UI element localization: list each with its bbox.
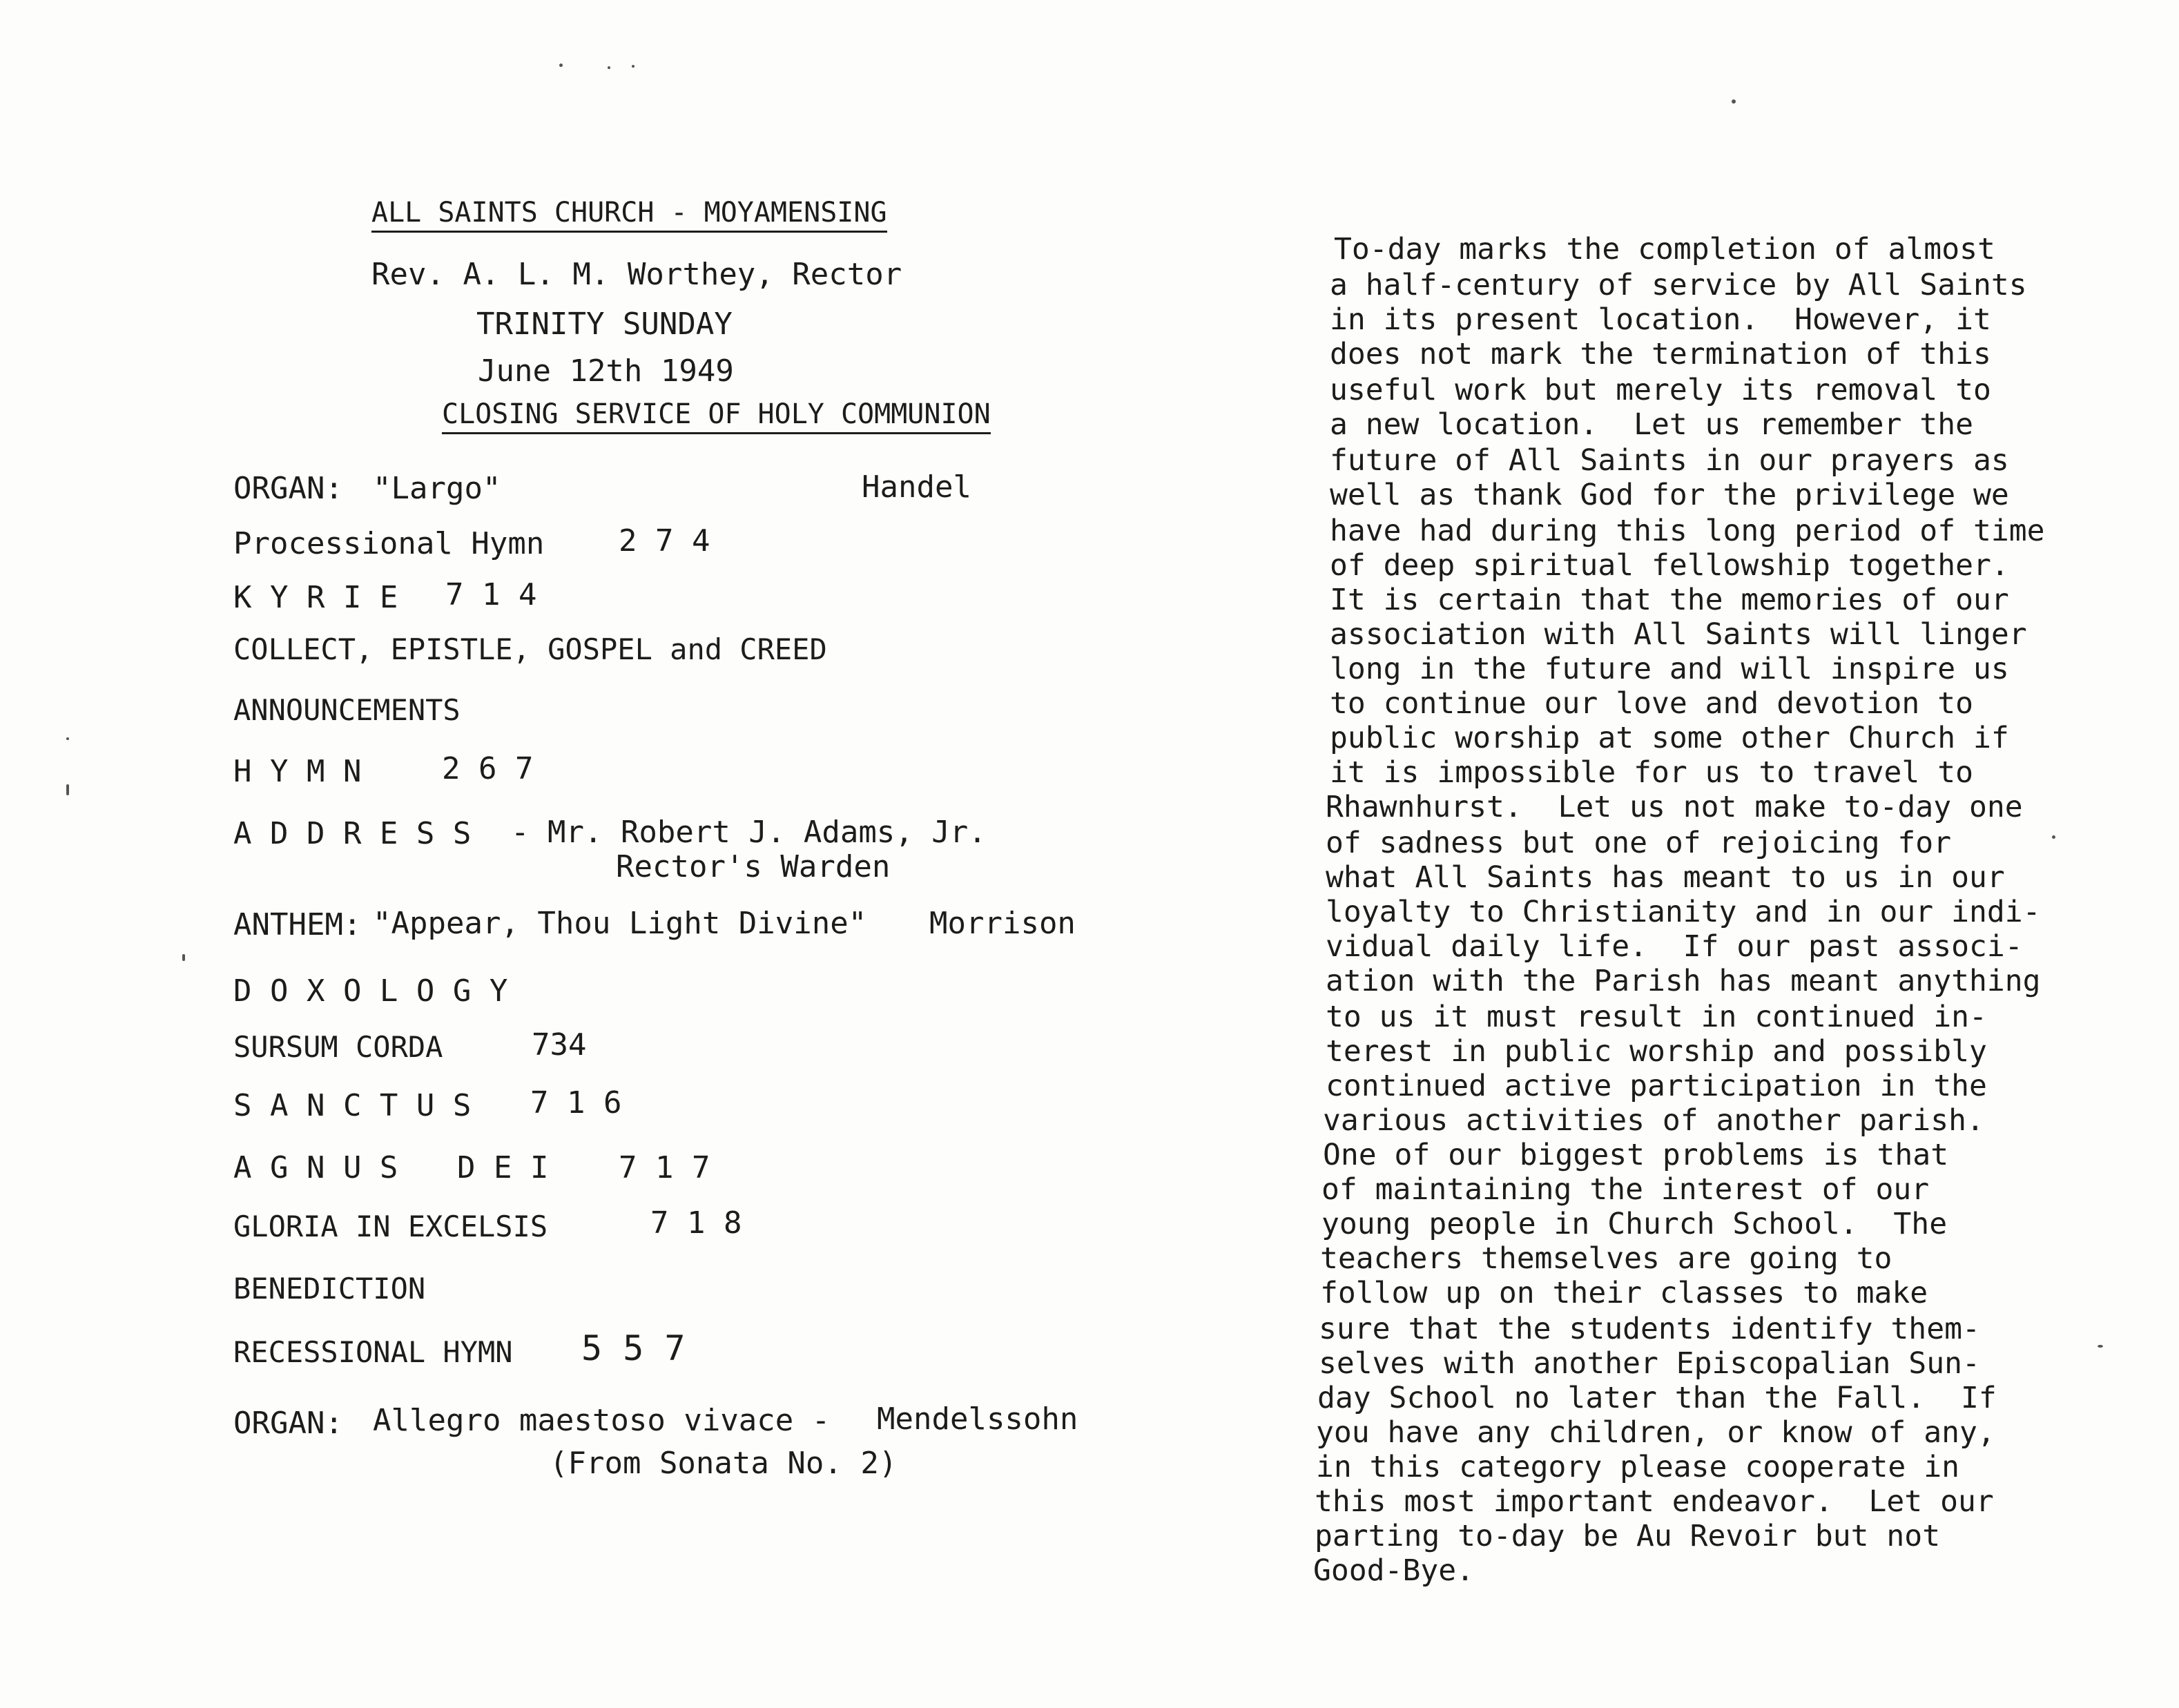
item-sanctus-number: 7 1 6 (530, 1085, 622, 1120)
item-address-subtext: Rector's Warden (616, 849, 891, 884)
message-line: selves with another Episcopalian Sun- (1319, 1346, 1980, 1381)
item-postlude-subtext: (From Sonata No. 2) (550, 1446, 898, 1481)
item-sanctus-label: S A N C T U S (233, 1088, 472, 1123)
item-gloria-label: GLORIA IN EXCELSIS (233, 1210, 548, 1243)
message-line: a new location. Let us remember the (1330, 407, 1973, 442)
item-recessional-number: 5 5 7 (581, 1328, 686, 1368)
item-organ-text: "Largo" (373, 471, 501, 506)
item-anthem-label: ANTHEM: (233, 907, 362, 942)
item-postlude-text: Allegro maestoso vivace - (373, 1403, 831, 1438)
message-line: day School no later than the Fall. If (1317, 1381, 1997, 1415)
item-hymn-number: 2 6 7 (442, 751, 534, 786)
service-title: CLOSING SERVICE OF HOLY COMMUNION (442, 400, 991, 434)
message-line: Rhawnhurst. Let us not make to-day one (1326, 790, 2023, 824)
message-line: vidual daily life. If our past associ- (1326, 929, 2023, 964)
item-postlude-composer: Mendelssohn (877, 1401, 1078, 1437)
message-line: terest in public worship and possibly (1326, 1034, 1987, 1069)
item-dei-label: D E I (457, 1150, 549, 1185)
scan-speck (182, 954, 185, 961)
item-address-label: A D D R E S S (233, 816, 472, 851)
item-processional-label: Processional Hymn (233, 526, 545, 561)
message-line: useful work but merely its removal to (1330, 373, 1991, 407)
message-line: this most important endeavor. Let our (1315, 1484, 1994, 1519)
scan-speck (66, 784, 69, 795)
item-anthem-composer: Morrison (929, 906, 1076, 941)
message-line: in its present location. However, it (1330, 302, 1991, 337)
scan-speck (66, 737, 69, 740)
message-line: of sadness but one of rejoicing for (1326, 826, 1952, 860)
message-line: have had during this long period of time (1330, 514, 2045, 548)
item-benediction-label: BENEDICTION (233, 1272, 426, 1306)
item-processional-number: 2 7 4 (619, 523, 710, 559)
item-organ-label: ORGAN: (233, 471, 343, 506)
message-line: parting to-day be Au Revoir but not (1315, 1519, 1941, 1553)
scan-speck (608, 66, 610, 69)
message-line: you have any children, or know of any, (1316, 1415, 1995, 1450)
scan-speck (632, 65, 635, 68)
message-line: of maintaining the interest of our (1321, 1172, 1930, 1207)
message-line: public worship at some other Church if (1330, 721, 2009, 755)
message-line: teachers themselves are going to (1320, 1241, 1892, 1276)
item-anthem-text: "Appear, Thou Light Divine" (373, 906, 867, 941)
message-line: association with All Saints will linger (1330, 617, 2027, 652)
message-line: well as thank God for the privilege we (1330, 478, 2009, 512)
item-postlude-label: ORGAN: (233, 1406, 343, 1441)
message-line: ation with the Parish has meant anything (1326, 964, 2041, 998)
item-agnus-label: A G N U S (233, 1150, 398, 1185)
message-line: future of All Saints in our prayers as (1330, 443, 2009, 478)
scan-speck (2052, 835, 2055, 839)
scan-speck (2098, 1345, 2103, 1348)
item-hymn-label: H Y M N (233, 754, 362, 789)
message-line: To-day marks the completion of almost (1334, 232, 1995, 266)
message-line: continued active participation in the (1326, 1069, 1987, 1103)
day-line: TRINITY SUNDAY (476, 307, 733, 342)
message-line: what All Saints has meant to us in our (1326, 860, 2005, 895)
item-doxology-label: D O X O L O G Y (233, 973, 508, 1009)
rector-line: Rev. A. L. M. Worthey, Rector (371, 257, 902, 292)
message-line: Good-Bye. (1313, 1553, 1474, 1588)
message-line: One of our biggest problems is that (1323, 1138, 1949, 1172)
message-line: loyalty to Christianity and in our indi- (1326, 895, 2041, 929)
item-announcements-label: ANNOUNCEMENTS (233, 693, 461, 727)
item-sursum-number: 734 (532, 1027, 587, 1062)
message-line: follow up on their classes to make (1320, 1276, 1928, 1310)
item-gloria-number: 7 1 8 (650, 1205, 742, 1241)
item-address-text: - Mr. Robert J. Adams, Jr. (511, 815, 987, 850)
message-line: it is impossible for us to travel to (1330, 755, 1973, 790)
message-line: long in the future and will inspire us (1330, 652, 2009, 686)
message-line: of deep spiritual fellowship together. (1330, 548, 2009, 583)
message-line: young people in Church School. The (1321, 1207, 1948, 1241)
message-line: in this category please cooperate in (1316, 1450, 1959, 1484)
message-line: various activities of another parish. (1323, 1103, 1984, 1138)
item-collect-label: COLLECT, EPISTLE, GOSPEL and CREED (233, 632, 827, 666)
item-organ-composer: Handel (862, 469, 971, 505)
item-agnus-number: 7 1 7 (619, 1150, 710, 1185)
item-sursum-label: SURSUM CORDA (233, 1030, 443, 1064)
message-line: to continue our love and devotion to (1330, 686, 1973, 721)
item-recessional-label: RECESSIONAL HYMN (233, 1335, 513, 1369)
message-line: to us it must result in continued in- (1326, 1000, 1987, 1034)
item-kyrie-number: 7 1 4 (445, 577, 537, 612)
message-line: It is certain that the memories of our (1330, 583, 2009, 617)
scan-speck (559, 64, 563, 67)
message-line: a half-century of service by All Saints (1330, 268, 2027, 302)
date-line: June 12th 1949 (478, 353, 734, 389)
message-line: sure that the students identify them- (1319, 1312, 1980, 1346)
scan-speck (1732, 99, 1736, 104)
church-title: ALL SAINTS CHURCH - MOYAMENSING (371, 199, 887, 233)
message-line: does not mark the termination of this (1330, 337, 1991, 371)
item-kyrie-label: K Y R I E (233, 580, 398, 615)
